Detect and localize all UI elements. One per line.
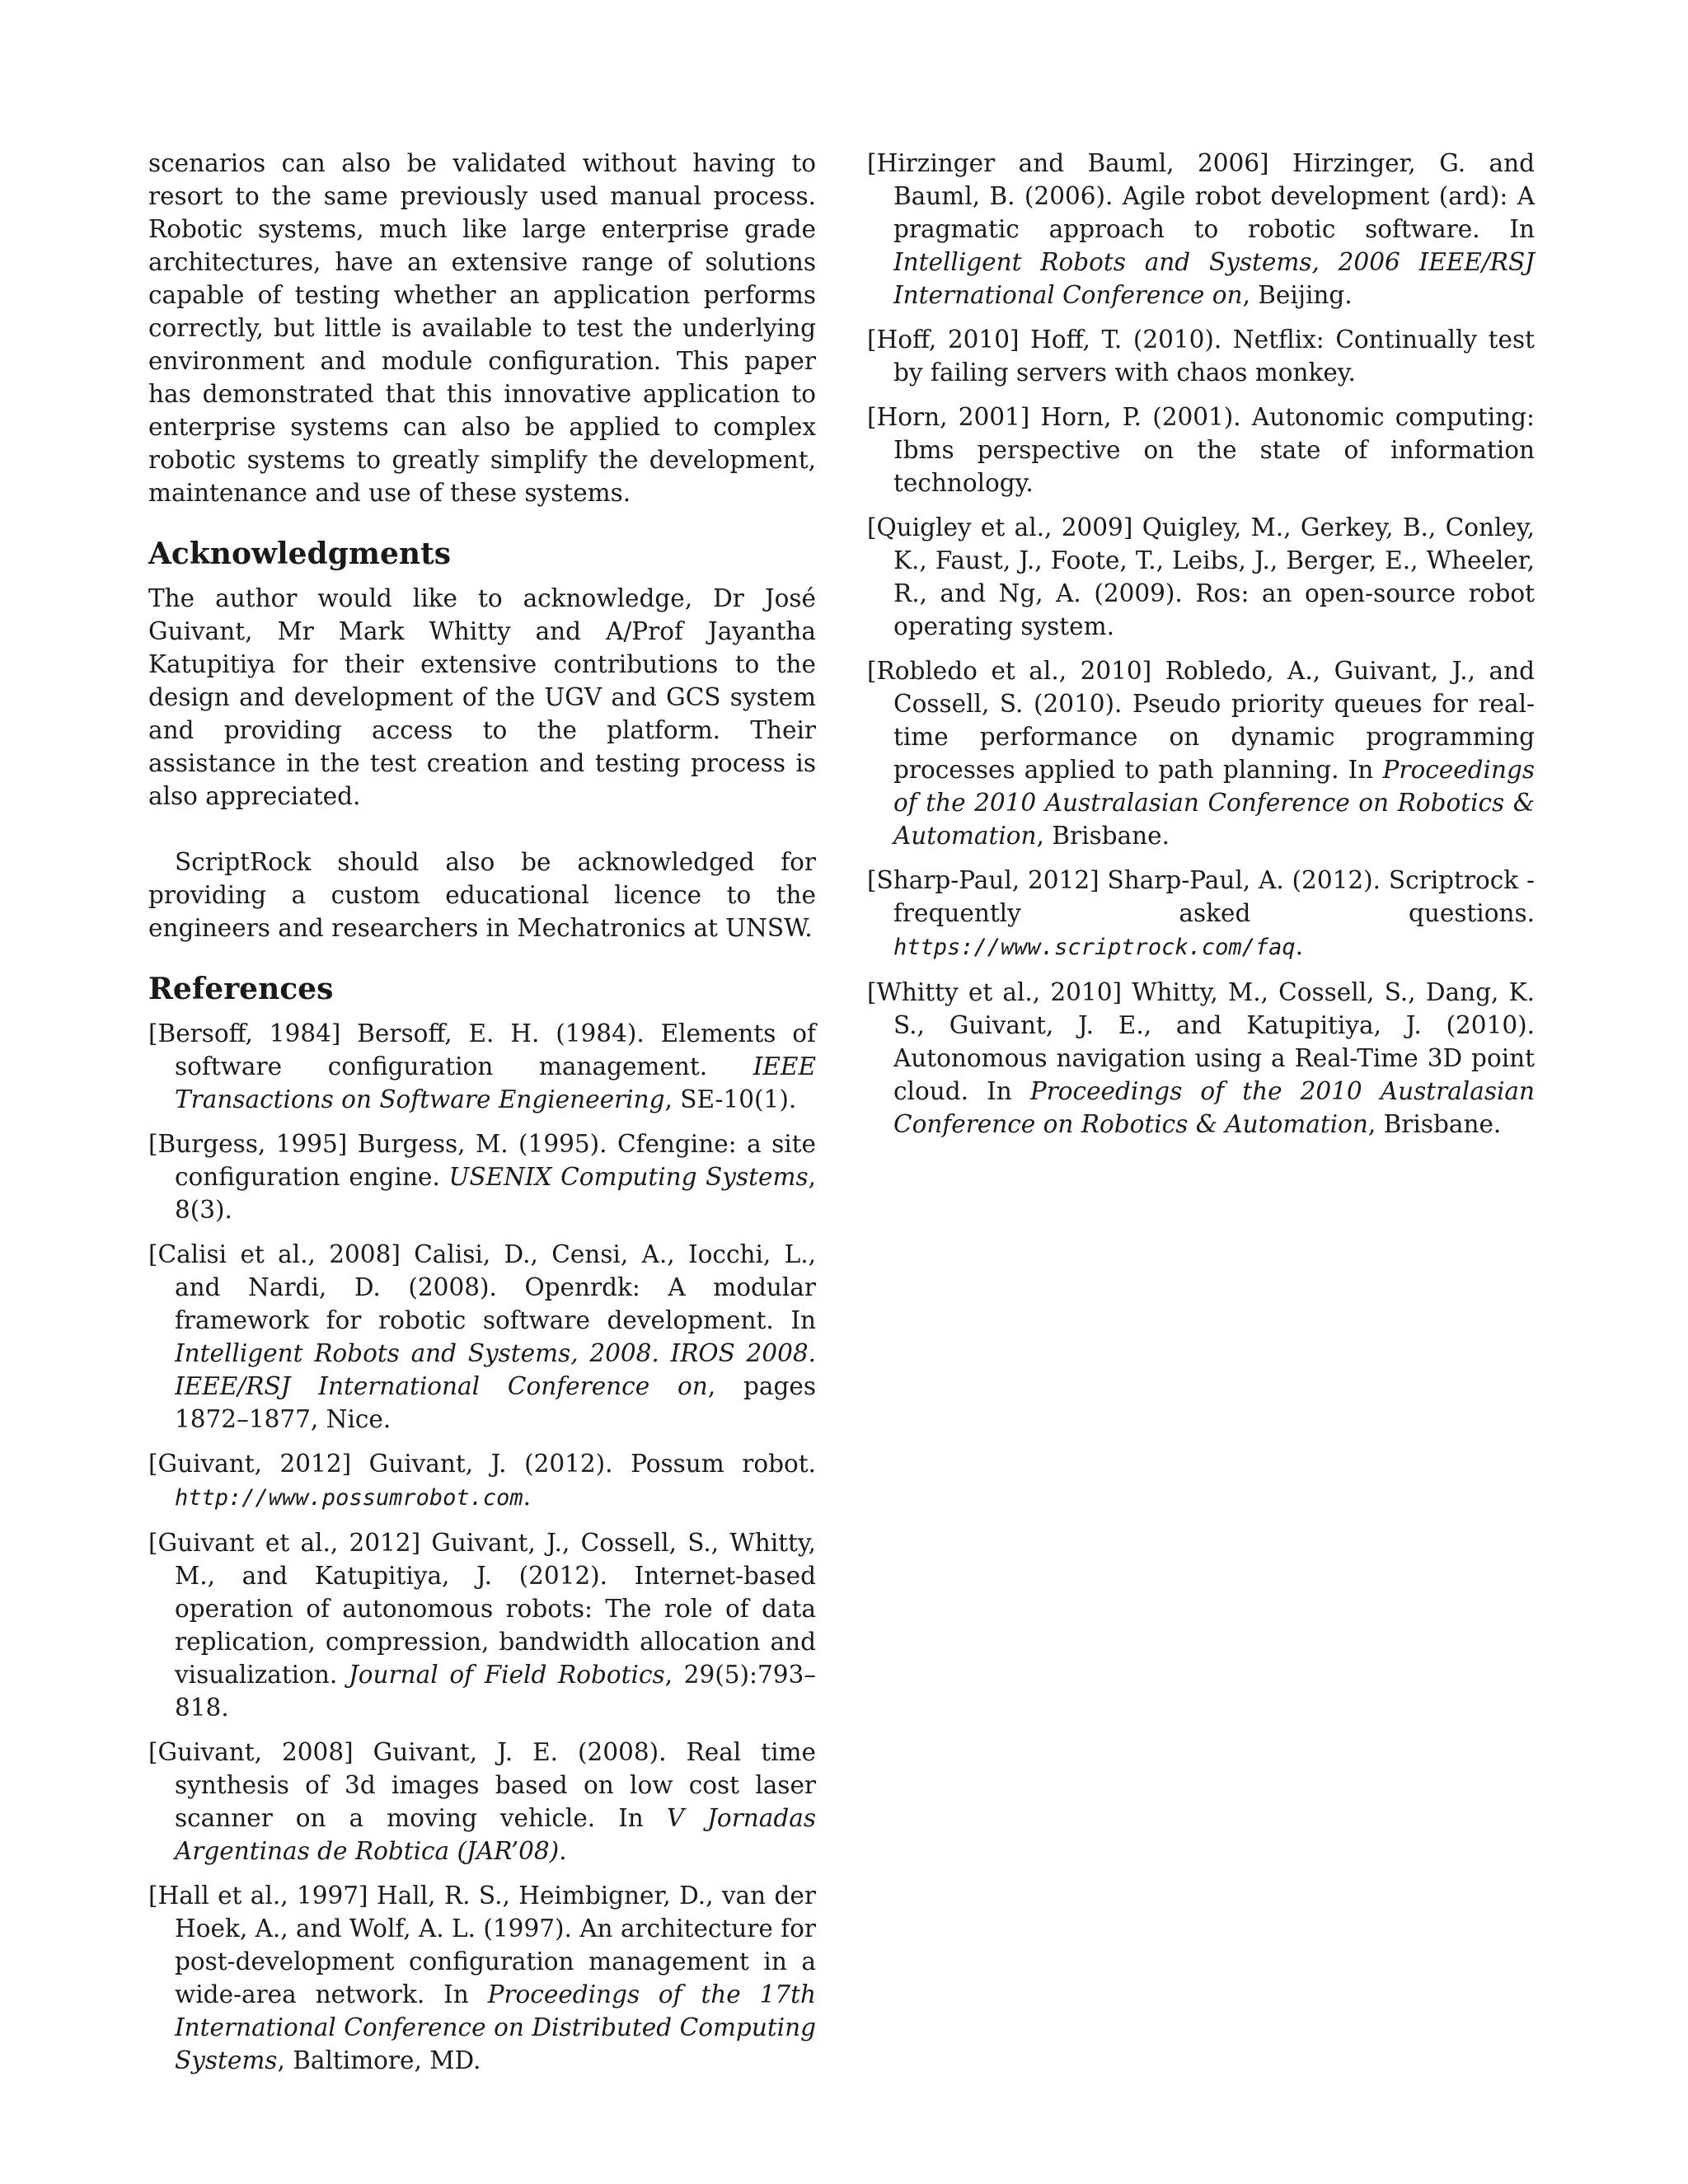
reference-url-link[interactable]: http://www.possumrobot.com (175, 1485, 523, 1511)
reference-text-end: , Baltimore, MD. (277, 2046, 481, 2074)
reference-entry (867, 147, 1535, 312)
reference-text-end: . (1295, 932, 1304, 960)
reference-text: Sharp-Paul, A. (2012). Scriptrock - frequently asked questions. (893, 866, 1535, 927)
reference-entry (148, 1017, 816, 1116)
reference-entry (148, 1447, 816, 1515)
reference-text-end: , Brisbane. (1036, 822, 1170, 850)
reference-entry (867, 976, 1535, 1141)
reference-label: [Hirzinger and Bauml, 2006] (867, 149, 1269, 177)
reference-text-end: , 29(5):793–818. (175, 1661, 816, 1722)
reference-text: Guivant, J. (2012). Possum robot. (368, 1450, 816, 1478)
reference-entry (867, 401, 1535, 499)
reference-text-end: , SE-10(1). (664, 1085, 797, 1113)
reference-text: Whitty, M., Cossell, S., Dang, K. S., Guivant, J. E., and Katupitiya, J. (2010). Autonomous navigation using a Real-Time 3D point cloud. In (893, 978, 1535, 1105)
intro-paragraph: scenarios can also be validated without having to resort to the same previously used manual process. Robotic systems, much like large enterprise grade architectures, have an extensive range of solutions capable of testing whether an application performs correctly, but little is available to test the underlying environment and module configuration. This paper has demonstrated that this innovative application to enterprise systems can also be applied to complex robotic systems to greatly simplify the development, maintenance and use of these systems. (148, 149, 816, 507)
reference-label: [Hall et al., 1997] (148, 1882, 368, 1910)
reference-text-end: , pages 1872–1877, Nice. (175, 1372, 816, 1433)
reference-text-end: , 8(3). (175, 1163, 816, 1224)
acknowledgments-paragraph: The author would like to acknowledge, Dr José Guivant, Mr Mark Whitty and A/Prof Jayantha Katupitiya for their extensive contributions to the design and development of the UGV and GCS system and providing access to the platform. Their assistance in the test creation and testing process is also appreciated. (148, 584, 816, 810)
reference-text: Robledo, A., Guivant, J., and Cossell, S. (2010). Pseudo priority queues for real-time performance on dynamic programming processes applied to path planning. In (893, 657, 1535, 784)
reference-venue: USENIX Computing Systems (448, 1163, 809, 1191)
reference-entry (148, 1526, 816, 1724)
reference-label: [Sharp-Paul, 2012] (867, 866, 1100, 894)
reference-venue: Journal of Field Robotics (348, 1661, 665, 1689)
reference-venue: IEEE Transactions on Software Engieneering (175, 1052, 816, 1113)
reference-entry (867, 654, 1535, 852)
reference-label: [Guivant, 2008] (148, 1738, 354, 1766)
reference-text-end: , Beijing. (1242, 281, 1353, 309)
reference-text: Hall, R. S., Heimbigner, D., van der Hoek, A., and Wolf, A. L. (1997). An architecture for post-development configuration management in a wide-area network. In (175, 1882, 816, 2008)
reference-text: Quigley, M., Gerkey, B., Conley, K., Faust, J., Foote, T., Leibs, J., Berger, E., Wheeler, R., and Ng, A. (2009). Ros: an open-source robot operating system. (893, 513, 1535, 640)
reference-label: [Whitty et al., 2010] (867, 978, 1122, 1006)
reference-venue: Proceedings of the 2010 Australasian Conference on Robotics & Automation (893, 1077, 1535, 1138)
reference-label: [Burgess, 1995] (148, 1130, 348, 1158)
reference-entry (148, 1736, 816, 1868)
acknowledgments-heading: Acknowledgments (148, 537, 451, 571)
reference-label: [Robledo et al., 2010] (867, 657, 1152, 685)
reference-text: Burgess, M. (1995). Cfengine: a site configuration engine. (175, 1130, 816, 1191)
reference-url-link[interactable]: https://www.scriptrock.com/faq (893, 935, 1296, 960)
right-column (867, 147, 1535, 1152)
reference-text: Guivant, J., Cossell, S., Whitty, M., and Katupitiya, J. (2012). Internet-based operation of autonomous robots: The role of data replication, compression, bandwidth allocation and visualization. (175, 1529, 816, 1689)
reference-text-end: , Brisbane. (1367, 1110, 1502, 1138)
reference-entry (148, 1879, 816, 2077)
reference-entry (148, 1238, 816, 1436)
reference-list (148, 1017, 816, 2077)
reference-text: Hoff, T. (2010). Netflix: Continually test by failing servers with chaos monkey. (893, 326, 1535, 387)
reference-text: Horn, P. (2001). Autonomic computing: Ibms perspective on the state of information technology. (893, 403, 1535, 497)
reference-venue: Intelligent Robots and Systems, 2008. IROS 2008. IEEE/RSJ International Conference on (175, 1339, 816, 1400)
references-heading: References (148, 972, 334, 1006)
reference-entry (867, 511, 1535, 643)
left-column (148, 147, 816, 2088)
reference-text: Bersoff, E. H. (1984). Elements of software configuration management. (175, 1019, 816, 1080)
reference-venue: Proceedings of the 17th International Conference on Distributed Computing Systems (175, 1980, 816, 2074)
reference-venue: V Jornadas Argentinas de Robtica (JAR’08) (175, 1804, 816, 1865)
reference-label: [Guivant et al., 2012] (148, 1529, 421, 1557)
reference-text-end: . (523, 1483, 532, 1511)
reference-text: Calisi, D., Censi, A., Iocchi, L., and Nardi, D. (2008). Openrdk: A modular framework for robotic software development. In (175, 1240, 816, 1334)
reference-entry (867, 864, 1535, 964)
reference-label: [Bersoff, 1984] (148, 1019, 341, 1047)
reference-venue: Proceedings of the 2010 Australasian Conference on Robotics & Automation (893, 756, 1535, 850)
reference-label: [Horn, 2001] (867, 403, 1030, 431)
reference-label: [Hoff, 2010] (867, 326, 1020, 354)
reference-text: Guivant, J. E. (2008). Real time synthesis of 3d images based on low cost laser scanner on a moving vehicle. In (175, 1738, 816, 1832)
reference-label: [Guivant, 2012] (148, 1450, 352, 1478)
acknowledgments-paragraph: ScriptRock should also be acknowledged for providing a custom educational licence to the engineers and researchers in Mechatronics at UNSW. (148, 848, 816, 942)
paragraph-gap (148, 813, 816, 846)
reference-label: [Quigley et al., 2009] (867, 513, 1133, 541)
reference-text: Hirzinger, G. and Bauml, B. (2006). Agile robot development (ard): A pragmatic approach to robotic software. In (893, 149, 1535, 243)
reference-venue: Intelligent Robots and Systems, 2006 IEEE/RSJ International Conference on (893, 248, 1535, 309)
reference-list (867, 147, 1535, 1141)
reference-entry (867, 323, 1535, 389)
reference-entry (148, 1127, 816, 1226)
reference-label: [Calisi et al., 2008] (148, 1240, 401, 1268)
reference-text-end: . (559, 1837, 567, 1865)
